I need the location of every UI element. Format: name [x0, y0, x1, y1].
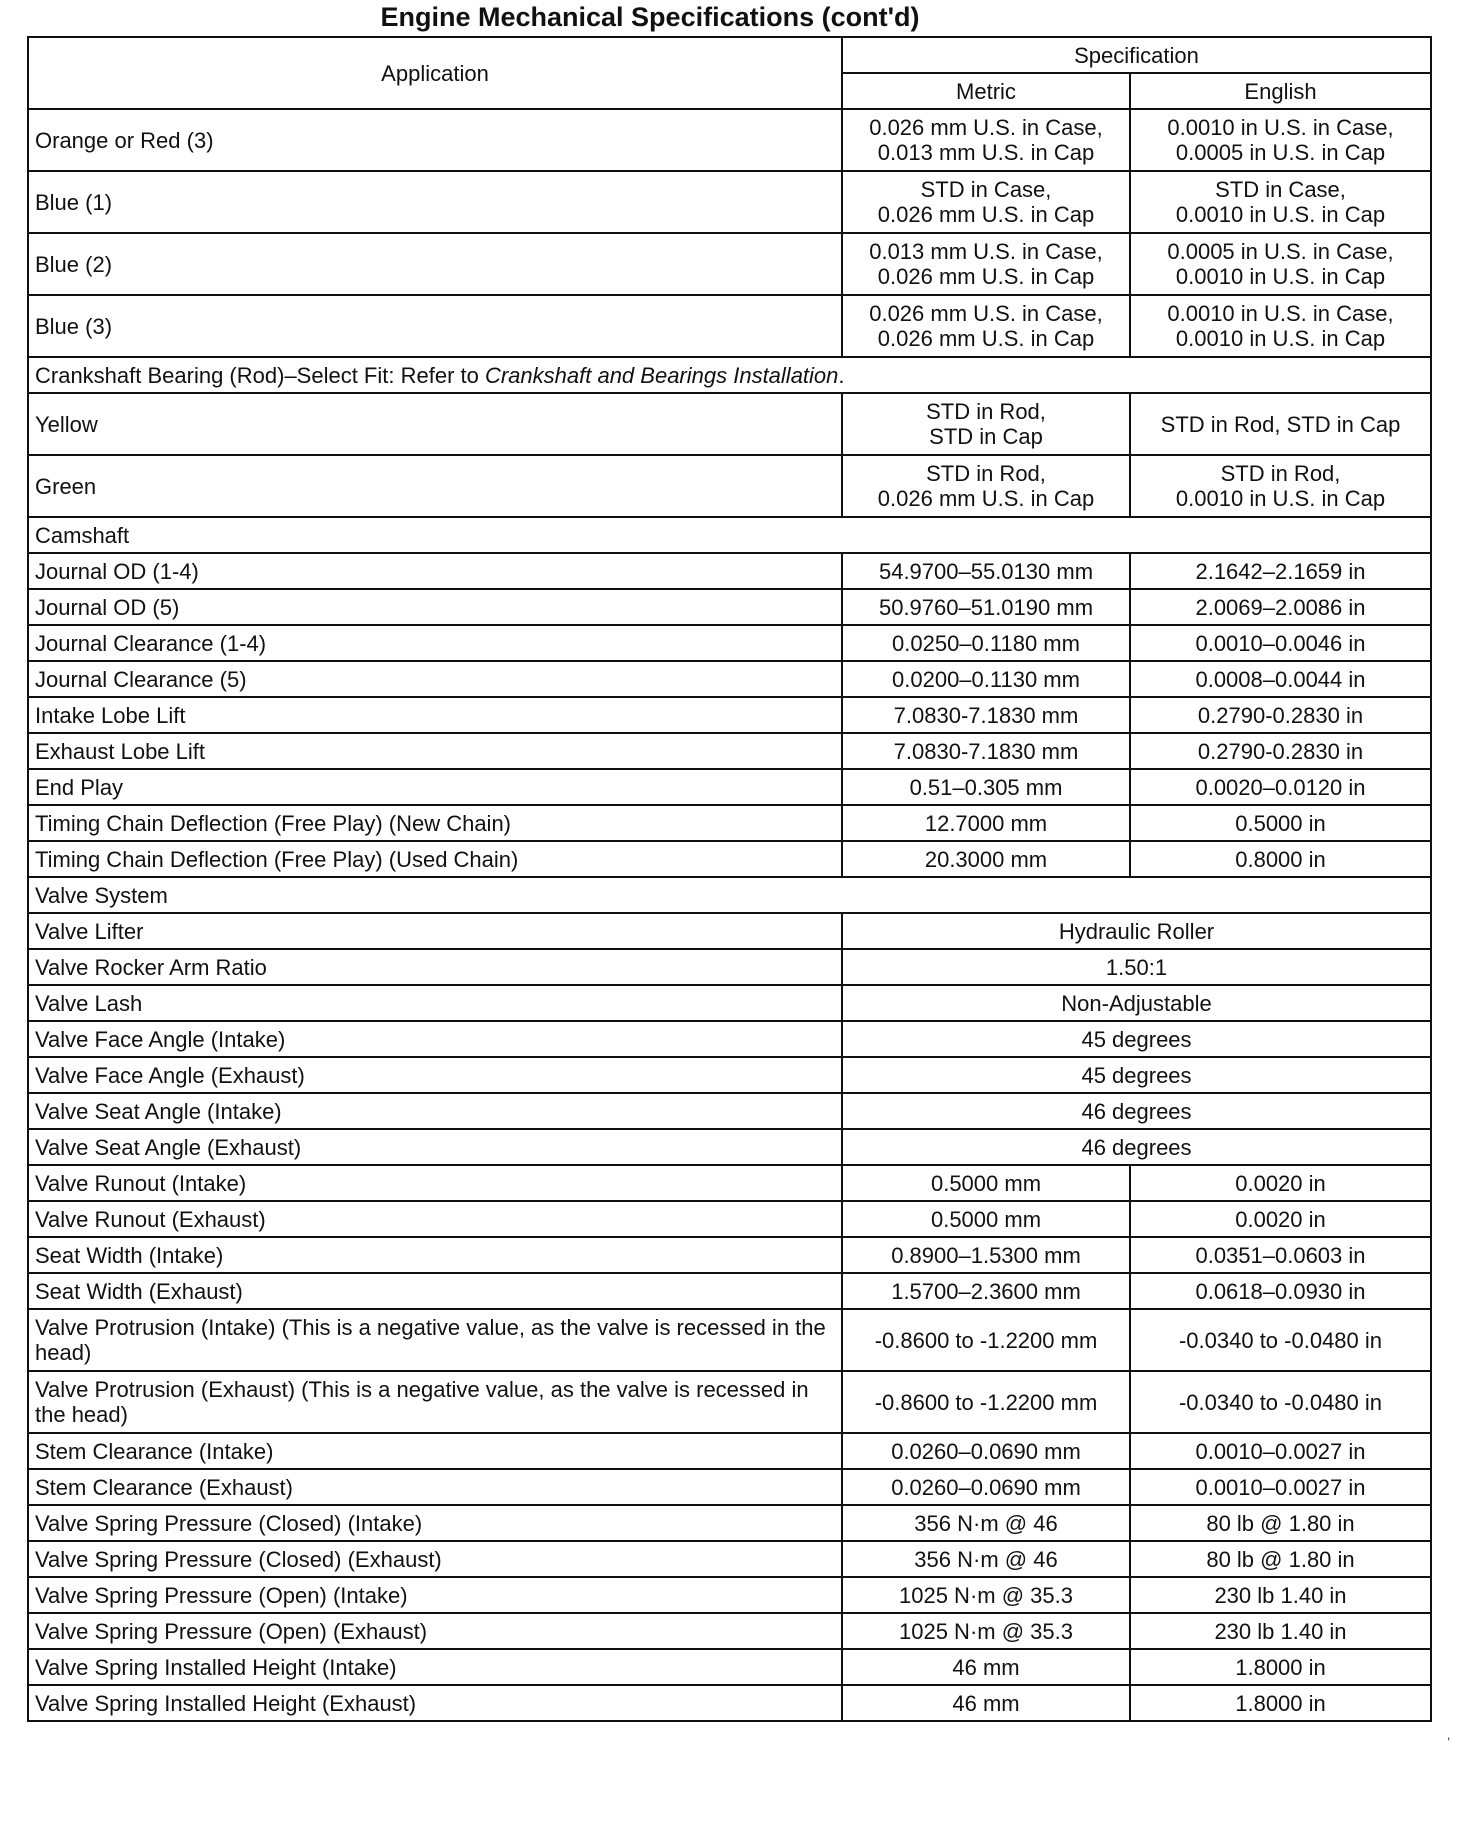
value-line: -0.0340 to -0.0480 in [1178, 1389, 1383, 1415]
value-line: 0.5000 in [1235, 810, 1326, 836]
application-cell: Valve Seat Angle (Exhaust) [28, 1129, 842, 1165]
value-line: 46 mm [952, 1654, 1020, 1680]
value-line: 1.5700–2.3600 mm [891, 1278, 1081, 1304]
english-cell [1130, 1165, 1431, 1201]
metric-cell [842, 1613, 1130, 1649]
application-cell: Valve Spring Pressure (Open) (Intake) [28, 1577, 842, 1613]
metric-cell [842, 1469, 1130, 1505]
value-line: -0.8600 to -1.2200 mm [874, 1389, 1098, 1415]
specification-cell: Non-Adjustable [842, 985, 1431, 1021]
value-line: 0.0010 in U.S. in Case, [1167, 115, 1394, 140]
application-cell: Blue (1) [28, 171, 842, 233]
value-line: 1.8000 in [1235, 1690, 1326, 1716]
english-cell [1130, 1685, 1431, 1721]
metric-cell [842, 1577, 1130, 1613]
english-cell [1130, 171, 1431, 233]
table-row [28, 1541, 1431, 1577]
table-row [28, 233, 1431, 295]
metric-cell [842, 295, 1130, 357]
value-line: 46 mm [952, 1690, 1020, 1716]
specification-cell: 46 degrees [842, 1093, 1431, 1129]
value-line: 54.9700–55.0130 mm [878, 558, 1094, 584]
value-line: 2.0069–2.0086 in [1195, 594, 1366, 620]
table-row [28, 913, 1431, 949]
table-row [28, 949, 1431, 985]
value-line: STD in Rod, [1220, 461, 1341, 486]
metric-cell [842, 393, 1130, 455]
value-line: 0.0020–0.0120 in [1195, 774, 1366, 800]
value-line: 50.9760–51.0190 mm [878, 594, 1094, 620]
specification-cell: 1.50:1 [842, 949, 1431, 985]
table-body [28, 109, 1431, 1721]
value-line: STD in Case, [1215, 177, 1346, 202]
english-cell [1130, 1469, 1431, 1505]
table-row [28, 589, 1431, 625]
metric-cell [842, 661, 1130, 697]
value-line: 0.026 mm U.S. in Case, [869, 301, 1103, 326]
metric-cell [842, 697, 1130, 733]
section-row [28, 517, 1431, 553]
value-line: 0.0260–0.0690 mm [891, 1438, 1081, 1464]
value-line: 0.0008–0.0044 in [1195, 666, 1366, 692]
table-row [28, 697, 1431, 733]
table-row [28, 661, 1431, 697]
english-cell [1130, 295, 1431, 357]
application-cell: End Play [28, 769, 842, 805]
application-cell: Valve Face Angle (Intake) [28, 1021, 842, 1057]
table-row [28, 1165, 1431, 1201]
value-line: 0.0010 in U.S. in Cap [1175, 486, 1386, 511]
table-row [28, 1613, 1431, 1649]
metric-cell [842, 1433, 1130, 1469]
metric-cell [842, 109, 1130, 171]
metric-cell [842, 171, 1130, 233]
value-line: 1025 N·m @ 35.3 [899, 1618, 1073, 1644]
english-cell [1130, 1541, 1431, 1577]
value-line: 80 lb @ 1.80 in [1206, 1510, 1355, 1536]
specification-cell: Hydraulic Roller [842, 913, 1431, 949]
section-text: Valve System [35, 882, 168, 908]
value-line: 0.0005 in U.S. in Cap [1175, 140, 1386, 165]
table-row [28, 1649, 1431, 1685]
section-text: Camshaft [35, 522, 130, 548]
english-cell [1130, 625, 1431, 661]
table-row [28, 1433, 1431, 1469]
value-line: 0.8000 in [1235, 846, 1326, 872]
metric-cell [842, 1309, 1130, 1371]
english-cell [1130, 1201, 1431, 1237]
application-cell: Valve Spring Installed Height (Exhaust) [28, 1685, 842, 1721]
english-cell [1130, 661, 1431, 697]
value-line: 0.51–0.305 mm [909, 774, 1063, 800]
english-cell [1130, 455, 1431, 517]
english-cell [1130, 841, 1431, 877]
header-specification: Specification [842, 37, 1431, 73]
english-cell [1130, 1433, 1431, 1469]
table-row [28, 1505, 1431, 1541]
table-row [28, 109, 1431, 171]
value-line: STD in Cap [929, 424, 1043, 449]
section-tail: . [838, 362, 845, 388]
value-line: -0.8600 to -1.2200 mm [874, 1327, 1098, 1353]
table-header [28, 37, 1431, 109]
value-line: 0.0010–0.0046 in [1195, 630, 1366, 656]
english-cell [1130, 1309, 1431, 1371]
english-cell [1130, 769, 1431, 805]
table-row [28, 455, 1431, 517]
application-cell: Valve Protrusion (Intake) (This is a negative value, as the valve is recessed in the head) [28, 1309, 842, 1371]
value-line: 0.0010 in U.S. in Case, [1167, 301, 1394, 326]
metric-cell [842, 1505, 1130, 1541]
value-line: 230 lb 1.40 in [1214, 1582, 1347, 1608]
english-cell [1130, 1649, 1431, 1685]
value-line: 0.0010–0.0027 in [1195, 1474, 1366, 1500]
metric-cell [842, 625, 1130, 661]
table-row [28, 171, 1431, 233]
metric-cell [842, 1273, 1130, 1309]
value-line: 0.0260–0.0690 mm [891, 1474, 1081, 1500]
table-row [28, 1057, 1431, 1093]
metric-cell [842, 769, 1130, 805]
application-cell: Green [28, 455, 842, 517]
metric-cell [842, 553, 1130, 589]
application-cell: Stem Clearance (Intake) [28, 1433, 842, 1469]
specification-cell: 46 degrees [842, 1129, 1431, 1165]
application-cell: Exhaust Lobe Lift [28, 733, 842, 769]
application-cell: Valve Lash [28, 985, 842, 1021]
application-cell: Blue (2) [28, 233, 842, 295]
application-cell: Valve Face Angle (Exhaust) [28, 1057, 842, 1093]
english-cell [1130, 1613, 1431, 1649]
table-row [28, 1685, 1431, 1721]
application-cell: Yellow [28, 393, 842, 455]
english-cell [1130, 109, 1431, 171]
english-cell [1130, 1505, 1431, 1541]
table-row [28, 805, 1431, 841]
metric-cell [842, 1201, 1130, 1237]
value-line: 12.7000 mm [924, 810, 1048, 836]
value-line: 0.0010 in U.S. in Cap [1175, 202, 1386, 227]
table-row [28, 295, 1431, 357]
value-line: 0.0020 in [1235, 1170, 1326, 1196]
value-line: 7.0830-7.1830 mm [893, 702, 1079, 728]
value-line: 0.0250–0.1180 mm [892, 630, 1080, 656]
english-cell [1130, 393, 1431, 455]
table-row [28, 393, 1431, 455]
table-row [28, 625, 1431, 661]
table-row [28, 733, 1431, 769]
application-cell: Valve Spring Pressure (Closed) (Intake) [28, 1505, 842, 1541]
application-cell: Valve Protrusion (Exhaust) (This is a negative value, as the valve is recessed in the head) [28, 1371, 842, 1433]
value-line: 20.3000 mm [924, 846, 1048, 872]
table-row [28, 1201, 1431, 1237]
table-row [28, 1093, 1431, 1129]
value-line: 0.5000 mm [930, 1206, 1042, 1232]
value-line: 356 N·m @ 46 [914, 1510, 1058, 1536]
english-cell [1130, 1577, 1431, 1613]
metric-cell [842, 1371, 1130, 1433]
application-cell: Valve Spring Pressure (Open) (Exhaust) [28, 1613, 842, 1649]
application-cell: Intake Lobe Lift [28, 697, 842, 733]
value-line: 0.0010 in U.S. in Cap [1175, 326, 1386, 351]
application-cell: Valve Seat Angle (Intake) [28, 1093, 842, 1129]
value-line: 0.0010 in U.S. in Cap [1175, 264, 1386, 289]
application-cell: Seat Width (Exhaust) [28, 1273, 842, 1309]
section-heading [28, 877, 1431, 913]
english-cell [1130, 733, 1431, 769]
application-cell: Valve Runout (Intake) [28, 1165, 842, 1201]
value-line: 0.2790-0.2830 in [1197, 738, 1364, 764]
english-cell [1130, 1371, 1431, 1433]
section-row [28, 877, 1431, 913]
value-line: 356 N·m @ 46 [914, 1546, 1058, 1572]
table-row [28, 1371, 1431, 1433]
section-text: Crankshaft Bearing (Rod)–Select Fit: Refer to [35, 362, 485, 388]
application-cell: Valve Rocker Arm Ratio [28, 949, 842, 985]
section-heading [28, 517, 1431, 553]
value-line: STD in Rod, STD in Cap [1160, 411, 1401, 437]
value-line: STD in Rod, [926, 461, 1046, 486]
metric-cell [842, 233, 1130, 295]
value-line: 0.0200–0.1130 mm [892, 666, 1080, 692]
value-line: -0.0340 to -0.0480 in [1178, 1327, 1383, 1353]
metric-cell [842, 455, 1130, 517]
specification-cell: 45 degrees [842, 1021, 1431, 1057]
engine-specifications-table [27, 36, 1432, 1722]
metric-cell [842, 805, 1130, 841]
table-row [28, 1129, 1431, 1165]
application-cell: Orange or Red (3) [28, 109, 842, 171]
table-row [28, 1237, 1431, 1273]
metric-cell [842, 841, 1130, 877]
english-cell [1130, 805, 1431, 841]
value-line: 0.8900–1.5300 mm [891, 1242, 1081, 1268]
metric-cell [842, 1685, 1130, 1721]
value-line: 1025 N·m @ 35.3 [899, 1582, 1073, 1608]
table-row [28, 769, 1431, 805]
value-line: 0.026 mm U.S. in Cap [877, 326, 1095, 351]
value-line: 0.026 mm U.S. in Case, [869, 115, 1103, 140]
application-cell: Valve Spring Pressure (Closed) (Exhaust) [28, 1541, 842, 1577]
section-heading [28, 357, 1431, 393]
application-cell: Journal OD (1-4) [28, 553, 842, 589]
value-line: 0.0005 in U.S. in Case, [1167, 239, 1394, 264]
application-cell: Journal OD (5) [28, 589, 842, 625]
header-metric: Metric [842, 73, 1130, 109]
header-english: English [1130, 73, 1431, 109]
application-cell: Journal Clearance (1-4) [28, 625, 842, 661]
section-row [28, 357, 1431, 393]
application-cell: Timing Chain Deflection (Free Play) (New Chain) [28, 805, 842, 841]
value-line: STD in Case, [920, 177, 1052, 202]
page-title: Engine Mechanical Specifications (cont'd) [380, 2, 920, 32]
value-line: 0.026 mm U.S. in Cap [877, 264, 1095, 289]
english-cell [1130, 1237, 1431, 1273]
table-row [28, 1469, 1431, 1505]
application-cell: Timing Chain Deflection (Free Play) (Used Chain) [28, 841, 842, 877]
value-line: 0.013 mm U.S. in Case, [869, 239, 1103, 264]
table-row [28, 553, 1431, 589]
value-line: 1.8000 in [1235, 1654, 1326, 1680]
value-line: 230 lb 1.40 in [1214, 1618, 1347, 1644]
metric-cell [842, 1237, 1130, 1273]
metric-cell [842, 1165, 1130, 1201]
application-cell: Blue (3) [28, 295, 842, 357]
english-cell [1130, 697, 1431, 733]
specification-cell: 45 degrees [842, 1057, 1431, 1093]
value-line: 0.0010–0.0027 in [1195, 1438, 1366, 1464]
value-line: 7.0830-7.1830 mm [893, 738, 1079, 764]
stray-mark: , [1447, 1728, 1451, 1742]
english-cell [1130, 233, 1431, 295]
english-cell [1130, 589, 1431, 625]
value-line: 80 lb @ 1.80 in [1206, 1546, 1355, 1572]
metric-cell [842, 1541, 1130, 1577]
table-row [28, 1021, 1431, 1057]
english-cell [1130, 1273, 1431, 1309]
metric-cell [842, 589, 1130, 625]
value-line: 0.026 mm U.S. in Cap [877, 202, 1095, 227]
table-row [28, 1577, 1431, 1613]
value-line: 0.013 mm U.S. in Cap [877, 140, 1095, 165]
section-reference: Crankshaft and Bearings Installation [484, 362, 839, 388]
application-cell: Valve Lifter [28, 913, 842, 949]
english-cell [1130, 553, 1431, 589]
metric-cell [842, 733, 1130, 769]
value-line: 0.0351–0.0603 in [1195, 1242, 1366, 1268]
value-line: 2.1642–2.1659 in [1195, 558, 1366, 584]
value-line: 0.2790-0.2830 in [1197, 702, 1364, 728]
application-cell: Seat Width (Intake) [28, 1237, 842, 1273]
table-row [28, 841, 1431, 877]
application-cell: Valve Runout (Exhaust) [28, 1201, 842, 1237]
application-cell: Journal Clearance (5) [28, 661, 842, 697]
value-line: STD in Rod, [926, 399, 1046, 424]
value-line: 0.026 mm U.S. in Cap [877, 486, 1095, 511]
application-cell: Valve Spring Installed Height (Intake) [28, 1649, 842, 1685]
header-application: Application [28, 37, 842, 109]
table-row [28, 1309, 1431, 1371]
application-cell: Stem Clearance (Exhaust) [28, 1469, 842, 1505]
value-line: 0.5000 mm [930, 1170, 1042, 1196]
value-line: 0.0020 in [1235, 1206, 1326, 1232]
table-row [28, 985, 1431, 1021]
table-row [28, 1273, 1431, 1309]
metric-cell [842, 1649, 1130, 1685]
value-line: 0.0618–0.0930 in [1195, 1278, 1366, 1304]
